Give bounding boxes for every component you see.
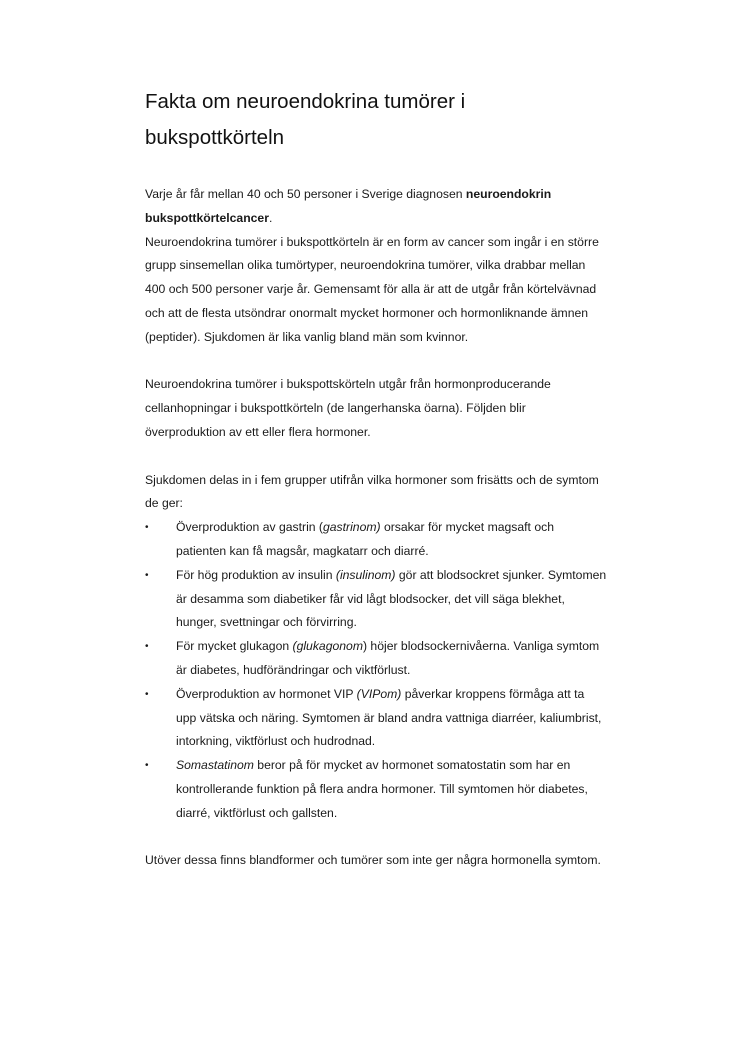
paragraph-3: Sjukdomen delas in i fem grupper utifrån vilka hormoner som frisätts och de symtom de ger:: [145, 472, 599, 511]
list-item-text: Överproduktion av hormonet VIP: [176, 686, 357, 701]
list-item-term: (insulinom): [335, 567, 396, 582]
paragraph-gap: [145, 350, 607, 374]
list-item-text: ) höjer blodsockernivåerna. Vanliga symtom är diabetes, hudförändringar och viktförlust.: [176, 639, 600, 677]
list-item-text: Överproduktion av gastrin (: [176, 520, 323, 535]
intro-paragraph: [145, 183, 607, 231]
document-page: [145, 84, 607, 873]
list-item: [145, 754, 607, 825]
bullet-icon: •: [145, 641, 149, 653]
paragraph-gap: [145, 445, 607, 469]
list-item-text: För hög produktion av insulin: [176, 567, 336, 582]
paragraph-2: Neuroendokrina tumörer i bukspottskörteln utgår från hormonproducerande cellanhopningar i bukspottkörteln (de langerhanska öarna). Följden blir överproduktion av ett eller flera hormoner.: [145, 377, 551, 439]
list-item-term: Somastatinom: [176, 758, 254, 773]
intro-bold-term: neuroendokrin bukspottkörtelcancer: [145, 187, 552, 225]
list-item-text: gör att blodsockret sjunker. Symtomen är desamma som diabetiker får vid lågt blodsocker, det vill säga blekhet, hunger, svettningar och förvirring.: [176, 567, 607, 630]
list-item-text: beror på för mycket av hormonet somatostatin som har en kontrollerande funktion på flera andra hormoner. Till symtomen hör diabetes, diarré, viktförlust och gallsten.: [176, 758, 588, 820]
page-title: Fakta om neuroendokrina tumörer i bukspottkörteln: [145, 90, 466, 149]
intro-text: Varje år får mellan 40 och 50 personer i Sverige diagnosen: [145, 187, 466, 201]
list-item: [145, 635, 607, 683]
paragraph-1: Neuroendokrina tumörer i bukspottkörteln är en form av cancer som ingår i en större grupp sinsemellan olika tumörtyper, neuroendokrina tumörer, vilka drabbar mellan 400 och 500 personer varje år. Gemensamt för alla är att de utgår från körtelvävnad och att de flesta utsöndrar onormalt mycket hormoner och hormonliknande ämnen (peptider). Sjukdomen är lika vanlig bland män som kvinnor.: [145, 234, 599, 344]
bullet-icon: •: [145, 569, 149, 581]
list-item-text: orsakar för mycket magsaft och patienten kan få magsår, magkatarr och diarré.: [176, 520, 554, 558]
paragraph-4: Utöver dessa finns blandformer och tumörer som inte ger några hormonella symtom.: [145, 853, 601, 868]
paragraph-gap: [145, 826, 607, 850]
list-item: [145, 683, 607, 754]
list-item: [145, 516, 607, 564]
list-item-term: (VIPom): [356, 686, 402, 701]
tumor-type-list: [145, 516, 607, 825]
list-item-text: För mycket glukagon: [176, 639, 293, 654]
bullet-icon: •: [145, 522, 149, 534]
intro-end: .: [268, 210, 273, 225]
list-item-term: (glukagonom: [292, 639, 363, 654]
bullet-icon: •: [145, 760, 149, 772]
list-item-text: påverkar kroppens förmåga att ta upp vätska och näring. Symtomen är bland andra vattniga diarréer, kaliumbrist, intorkning, viktförlust och hudrodnad.: [176, 686, 602, 749]
bullet-icon: •: [145, 688, 149, 700]
list-item-term: gastrinom): [323, 520, 381, 535]
list-item: [145, 564, 607, 635]
